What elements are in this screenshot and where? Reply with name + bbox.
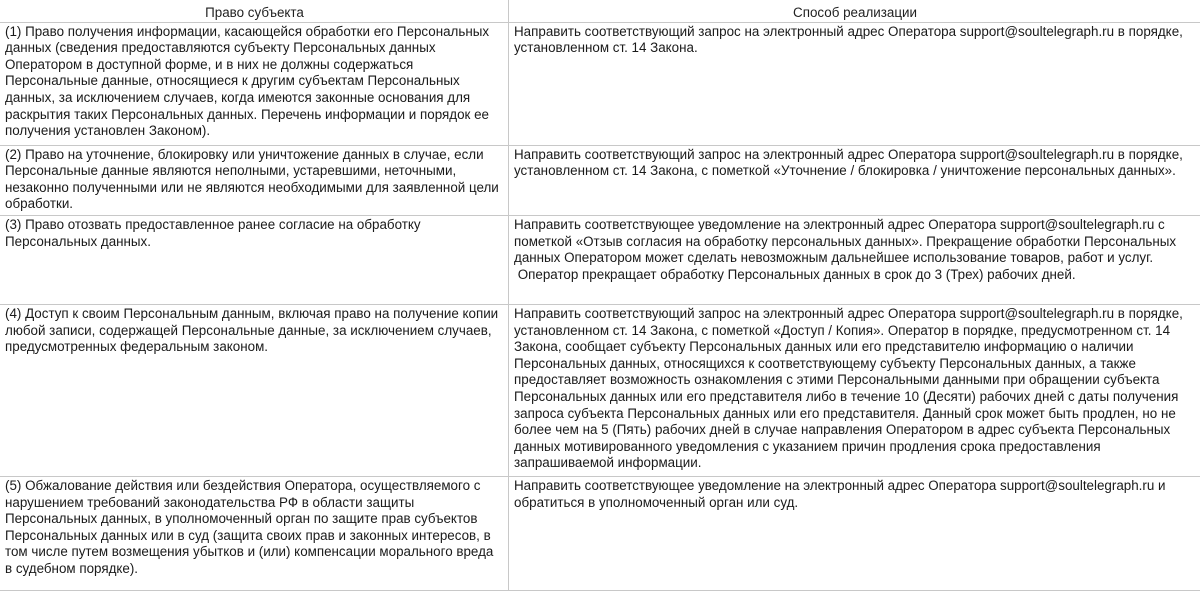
table-row xyxy=(0,476,1200,590)
header-subject-right[interactable]: Право субъекта xyxy=(0,0,509,22)
table-row xyxy=(0,22,1200,145)
table-row xyxy=(0,145,1200,215)
header-row xyxy=(0,0,1200,22)
cell-subject-right[interactable]: (4) Доступ к своим Персональным данным, включая право на получение копии любой записи, содержащей Персональные данные, за исключением случаев, предусмотренных федеральным законом. xyxy=(0,304,509,476)
header-implementation-method[interactable]: Способ реализации xyxy=(509,0,1200,22)
cell-implementation-method[interactable]: Направить соответствующее уведомление на электронный адрес Оператора support@soultelegraph.ru с пометкой «Отзыв согласия на обработку персональных данных». Прекращение обработки Персональных данных Оператором может сделать невозможным дальнейшее использование товаров, работ и услуг. Оператор прекращает обработку Персональных данных в срок до 3 (Трех) рабочих дней. xyxy=(509,215,1200,304)
cell-implementation-method[interactable]: Направить соответствующий запрос на электронный адрес Оператора support@soultelegraph.ru в порядке, установленном ст. 14 Закона. xyxy=(509,22,1200,145)
cell-subject-right[interactable]: (5) Обжалование действия или бездействия Оператора, осуществляемого с нарушением требований законодательства РФ в области защиты Персональных данных, в уполномоченный орган по защите прав субъектов Персональных данных или в суд (защита своих прав и законных интересов, в том числе путем возмещения убытков и (или) компенсации морального вреда в судебном порядке). xyxy=(0,476,509,590)
cell-implementation-method[interactable]: Направить соответствующий запрос на электронный адрес Оператора support@soultelegraph.ru в порядке, установленном ст. 14 Закона, с пометкой «Уточнение / блокировка / уничтожение персональных данных». xyxy=(509,145,1200,215)
cell-subject-right[interactable]: (1) Право получения информации, касающейся обработки его Персональных данных (сведения предоставляются субъекту Персональных данных Оператором в доступной форме, и в них не должны содержаться Персональные данные, относящиеся к другим субъектам Персональных данных, за исключением случаев, когда имеются законные основания для раскрытия таких Персональных данных. Перечень информации и порядок ее получения установлен Законом). xyxy=(0,22,509,145)
cell-implementation-method[interactable]: Направить соответствующее уведомление на электронный адрес Оператора support@soultelegraph.ru и обратиться в уполномоченный орган или суд. xyxy=(509,476,1200,590)
cell-subject-right[interactable]: (3) Право отозвать предоставленное ранее согласие на обработку Персональных данных. xyxy=(0,215,509,304)
cell-implementation-method[interactable]: Направить соответствующий запрос на электронный адрес Оператора support@soultelegraph.ru в порядке, установленном ст. 14 Закона, с пометкой «Доступ / Копия». Оператор в порядке, предусмотренном ст. 14 Закона, сообщает субъекту Персональных данных или его представителю информацию о наличии Персональных данных, относящихся к соответствующему субъекту Персональных данных, а также предоставляет возможность ознакомления с этими Персональными данными при обращении субъекта Персональных данных или его представителя либо в течение 10 (Десяти) рабочих дней с даты получения запроса субъекта Персональных данных или его представителя. Данный срок может быть продлен, но не более чем на 5 (Пять) рабочих дней в случае направления Оператором в адрес субъекта Персональных данных мотивированного уведомления с указанием причин продления срока предоставления запрашиваемой информации. xyxy=(509,304,1200,476)
table-row xyxy=(0,215,1200,304)
cell-subject-right[interactable]: (2) Право на уточнение, блокировку или уничтожение данных в случае, если Персональные данные являются неполными, устаревшими, неточными, незаконно полученными или не являются необходимыми для заявленной цели обработки. xyxy=(0,145,509,215)
table-row xyxy=(0,304,1200,476)
